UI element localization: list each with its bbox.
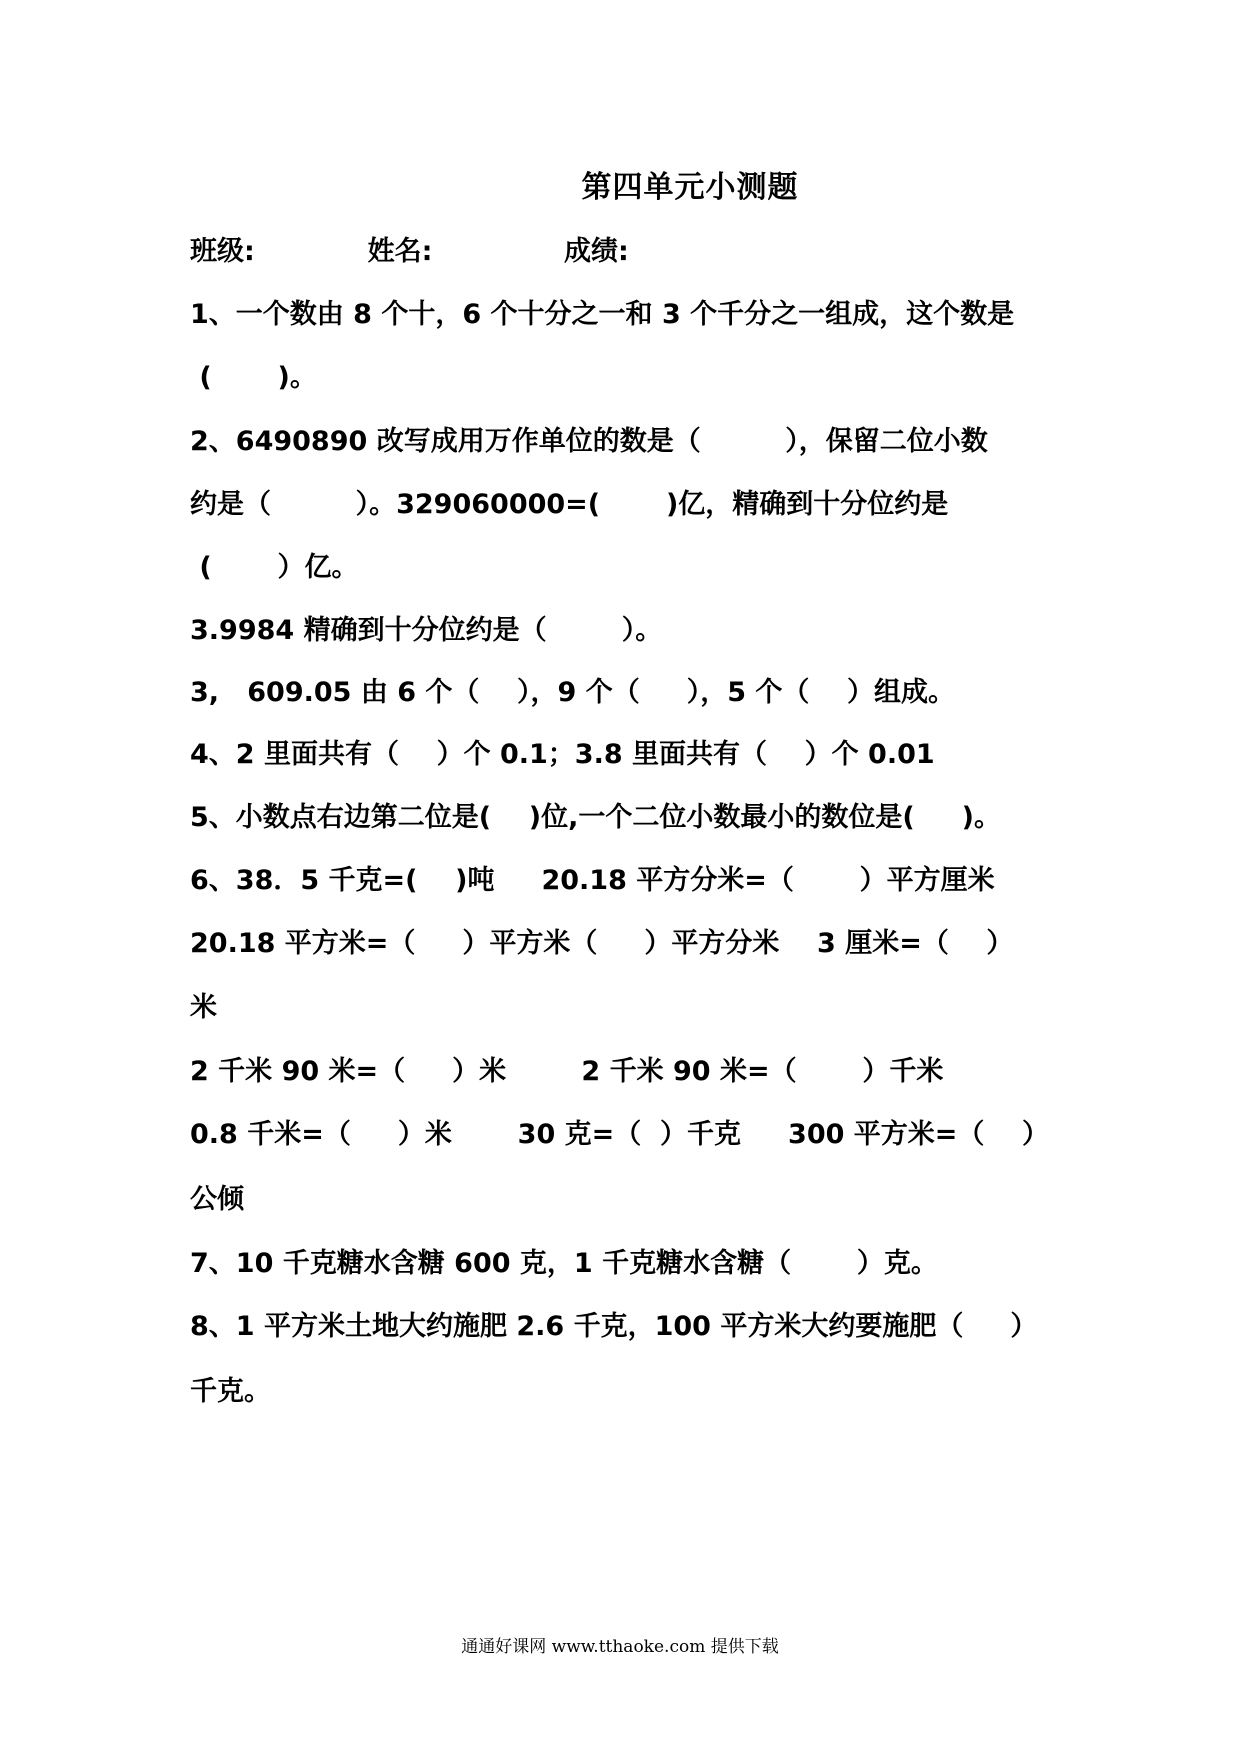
question-line: 7、10 千克糖水含糖 600 克，1 千克糖水含糖（ ）克。 xyxy=(190,1248,938,1279)
question-line: 2、6490890 改写成用万作单位的数是（ ），保留二位小数 xyxy=(190,426,988,457)
question-line: 0.8 千米=（ ）米 30 克=（ ）千克 300 平方米=（ ） xyxy=(190,1119,1050,1150)
question-line: 4、2 里面共有（ ）个 0.1；3.8 里面共有（ ）个 0.01 xyxy=(190,739,935,770)
page-title: 第四单元小测题 xyxy=(581,170,799,205)
question-line: 1、一个数由 8 个十，6 个十分之一和 3 个千分之一组成，这个数是 xyxy=(190,299,1015,330)
question-line: 20.18 平方米=（ ）平方米（ ）平方分米 3 厘米=（ ） xyxy=(190,928,1014,959)
question-line: ( )。 xyxy=(190,362,317,393)
question-line: 3.9984 精确到十分位约是（ ）。 xyxy=(190,615,663,646)
question-line: 5、小数点右边第二位是( )位,一个二位小数最小的数位是( )。 xyxy=(190,802,1002,833)
question-line: 3, 609.05 由 6 个（ ），9 个（ ），5 个（ ）组成。 xyxy=(190,677,955,708)
question-line: 8、1 平方米土地大约施肥 2.6 千克，100 平方米大约要施肥（ ） xyxy=(190,1311,1038,1342)
footer-credit: 通通好课网 www.tthaoke.com 提供下载 xyxy=(461,1637,779,1657)
question-line: 6、38．5 千克=( )吨 20.18 平方分米=（ ）平方厘米 xyxy=(190,865,995,896)
question-line: 2 千米 90 米=（ ）米 2 千米 90 米=（ ）千米 xyxy=(190,1056,944,1087)
question-line: 公倾 xyxy=(190,1184,244,1215)
question-line: ( ）亿。 xyxy=(190,552,359,583)
question-line: 米 xyxy=(190,992,217,1023)
question-line: 千克。 xyxy=(190,1376,271,1407)
question-line: 约是（ ）。329060000=( )亿，精确到十分位约是 xyxy=(190,489,949,520)
header-fields: 班级: 姓名: 成绩: xyxy=(190,236,629,267)
